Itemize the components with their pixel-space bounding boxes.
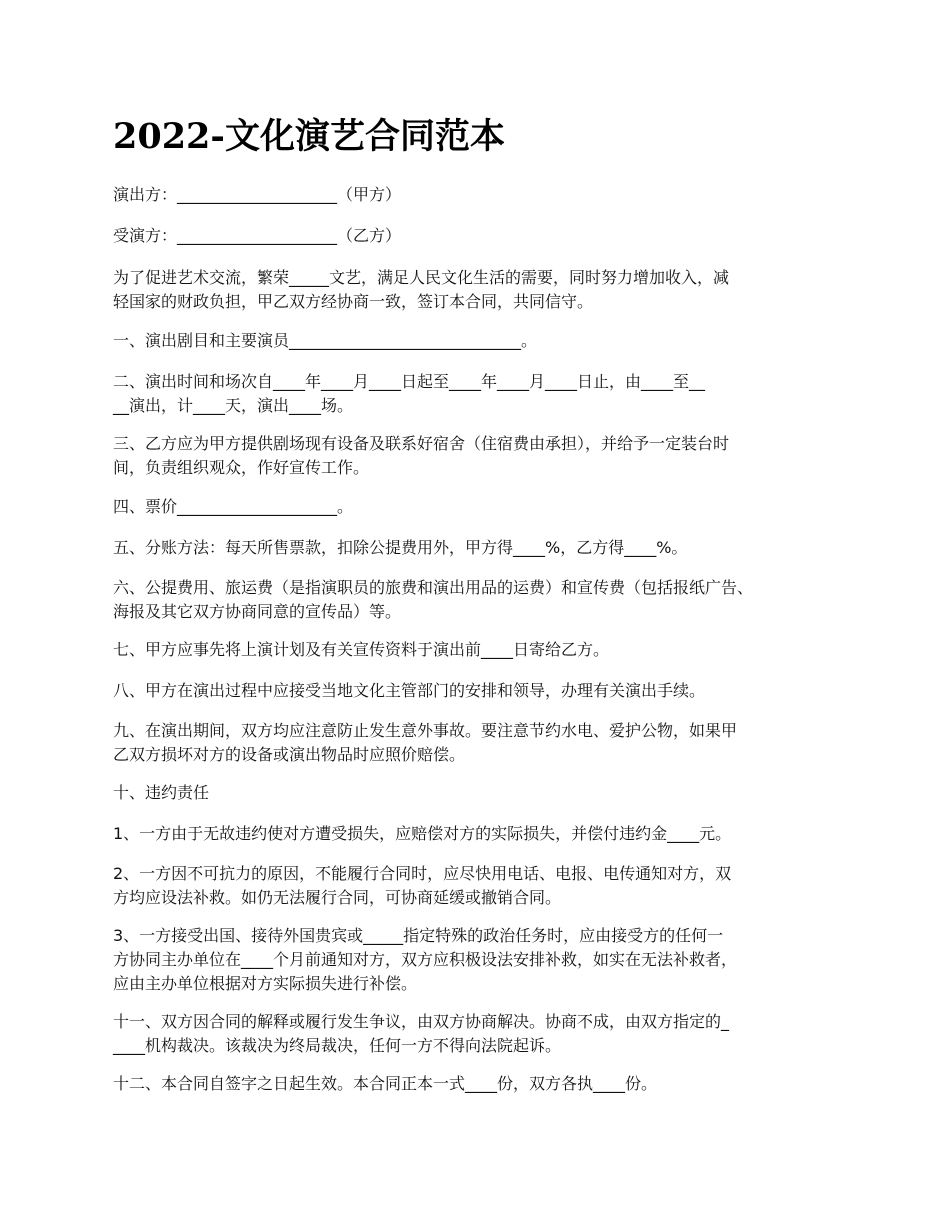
clause-5 [113,536,853,560]
document-title: 2022-文化演艺合同范本 [113,116,505,157]
clause-3 [113,432,853,480]
clause-8 [113,679,853,703]
clause-10 [113,781,853,805]
clause-line: 二、演出时间和场次自____年____月____日起至____年____月____日止，由____至__ [113,372,706,391]
clause-line: 2、一方因不可抗力的原因，不能履行合同时，应尽快用电话、电报、电传通知对方，双 [113,864,732,883]
clause-9 [113,719,853,767]
clause-6 [113,576,853,624]
clause-line: 四、票价____________________。 [113,497,354,516]
clause-line: 间，负责组织观众，作好宣传工作。 [113,458,370,477]
clause-line: 十一、双方因合同的解释或履行发生争议，由双方协商解决。协商不成，由双方指定的_ [113,1012,730,1031]
intro-line: 轻国家的财政负担，甲乙双方经协商一致，签订本合同，共同信守。 [113,292,594,311]
clause-line: 一、演出剧目和主要演员_____________________________。 [113,331,538,350]
intro-line: 为了促进艺术交流，繁荣_____文艺，满足人民文化生活的需要，同时努力增加收入，减 [113,268,730,287]
clause-line: 九、在演出期间，双方均应注意防止发生意外事故。要注意节约水电、爱护公物，如果甲 [113,721,738,740]
clause-12 [113,1072,853,1096]
clause-2 [113,370,853,418]
party-a-text: 演出方：____________________（甲方） [113,185,402,204]
clause-line: 方协同主办单位在____个月前通知对方，双方应积极设法安排补救，如实在无法补救者， [113,950,738,969]
clause-line: 五、分账方法：每天所售票款，扣除公提费用外，甲方得____%，乙方得____%。 [113,538,688,557]
clause-line: 乙双方损坏对方的设备或演出物品时应照价赔偿。 [113,745,466,764]
clause-line: 应由主办单位根据对方实际损失进行补偿。 [113,974,418,993]
clause-1 [113,329,853,353]
clause-line: 十、违约责任 [113,783,210,802]
clause-10-3 [113,924,853,996]
clause-line: 八、甲方在演出过程中应接受当地文化主管部门的安排和领导，办理有关演出手续。 [113,681,706,700]
clause-line: 海报及其它双方协商同意的宣传品）等。 [113,602,402,621]
party-b-text: 受演方：____________________（乙方） [113,226,402,245]
clause-line: 七、甲方应事先将上演计划及有关宣传资料于演出前____日寄给乙方。 [113,640,610,659]
clause-line: __演出，计____天，演出____场。 [113,396,354,415]
clause-10-1 [113,822,853,846]
clause-line: 1、一方由于无故违约使对方遭受损失，应赔偿对方的实际损失，并偿付违约金____元。 [113,824,732,843]
clause-line: 三、乙方应为甲方提供剧场现有设备及联系好宿舍（住宿费由承担），并给予一定装台时 [113,434,730,453]
clause-line: 3、一方接受出国、接待外国贵宾或_____指定特殊的政治任务时，应由接受方的任何一 [113,926,724,945]
clause-11 [113,1010,853,1058]
party-b-line [113,224,853,248]
clause-4 [113,495,853,519]
clause-line: 十二、本合同自签字之日起生效。本合同正本一式____份，双方各执____份。 [113,1074,658,1093]
intro-paragraph [113,266,853,314]
clause-line: 方均应设法补救。如仍无法履行合同，可协商延缓或撤销合同。 [113,888,562,907]
party-a-line [113,183,853,207]
clause-7 [113,638,853,662]
clause-line: 六、公提费用、旅运费（是指演职员的旅费和演出用品的运费）和宣传费（包括报纸广告、 [113,578,754,597]
clause-line: ____机构裁决。该裁决为终局裁决，任何一方不得向法院起诉。 [113,1036,562,1055]
clause-10-2 [113,862,853,910]
